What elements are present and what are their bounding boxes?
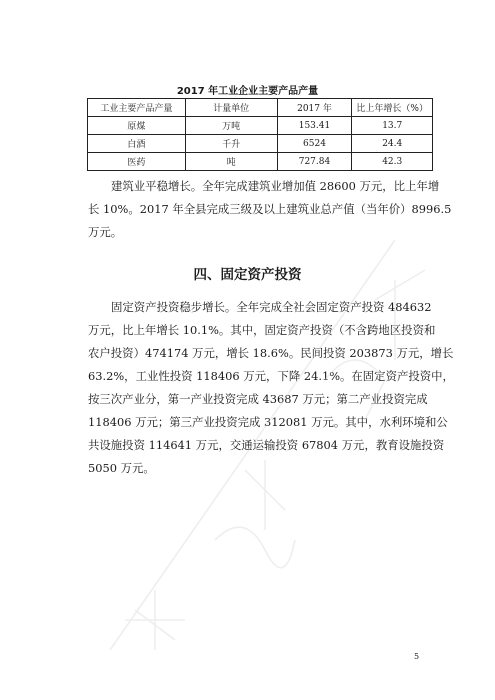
- production-table: [87, 98, 433, 171]
- paragraph-line: 长 10%。2017 年全县完成三级及以上建筑业总产值（当年价）8996.5: [88, 202, 452, 216]
- table-cell: 吨: [185, 153, 277, 171]
- paragraph-line: 按三次产业分，第一产业投资完成 43687 万元；第二产业投资完成: [88, 392, 428, 406]
- table-row: [88, 153, 433, 171]
- page-number: 5: [414, 652, 420, 661]
- paragraph-line: 共设施投资 114641 万元，交通运输投资 67804 万元，教育设施投资: [88, 438, 445, 452]
- table-cell: 13.7: [352, 117, 433, 135]
- paragraph-line: 建筑业平稳增长。全年完成建筑业增加值 28600 万元，比上年增: [111, 179, 440, 193]
- paragraph-line: 农户投资）474174 万元，增长 18.6%。民间投资 203873 万元，增长: [88, 346, 454, 360]
- table-cell: 6524: [277, 135, 352, 153]
- table-cell: 白酒: [88, 135, 186, 153]
- table-cell: 42.3: [352, 153, 433, 171]
- table-cell: 727.84: [277, 153, 352, 171]
- table-cell: 24.4: [352, 135, 433, 153]
- paragraph-line: 固定资产投资稳步增长。全年完成全社会固定资产投资 484632: [111, 300, 432, 314]
- table-cell: 医药: [88, 153, 186, 171]
- paragraph-line: 万元。: [88, 225, 123, 239]
- investment-paragraph: [88, 296, 454, 480]
- header-cell: 比上年增长（%）: [352, 99, 433, 117]
- construction-paragraph: [88, 175, 452, 244]
- section-heading: 四、固定资产投资: [193, 267, 302, 283]
- table-cell: 万吨: [185, 117, 277, 135]
- table-row: [88, 117, 433, 135]
- paragraph-line: 5050 万元。: [88, 461, 155, 475]
- paragraph-line: 118406 万元；第三产业投资完成 312081 万元。其中，水利环境和公: [88, 415, 448, 429]
- table-cell: 千升: [185, 135, 277, 153]
- table-cell: 原煤: [88, 117, 186, 135]
- header-cell: 2017 年: [277, 99, 352, 117]
- table-cell: 153.41: [277, 117, 352, 135]
- paragraph-line: 万元，比上年增长 10.1%。其中，固定资产投资（不含跨地区投资和: [88, 323, 436, 337]
- header-cell: 工业主要产品产量: [88, 99, 186, 117]
- table-title: 2017 年工业企业主要产品产量: [176, 86, 319, 97]
- table-header-row: [88, 99, 433, 117]
- header-cell: 计量单位: [185, 99, 277, 117]
- paragraph-line: 63.2%，工业性投资 118406 万元，下降 24.1%。在固定资产投资中，: [88, 369, 454, 383]
- table-row: [88, 135, 433, 153]
